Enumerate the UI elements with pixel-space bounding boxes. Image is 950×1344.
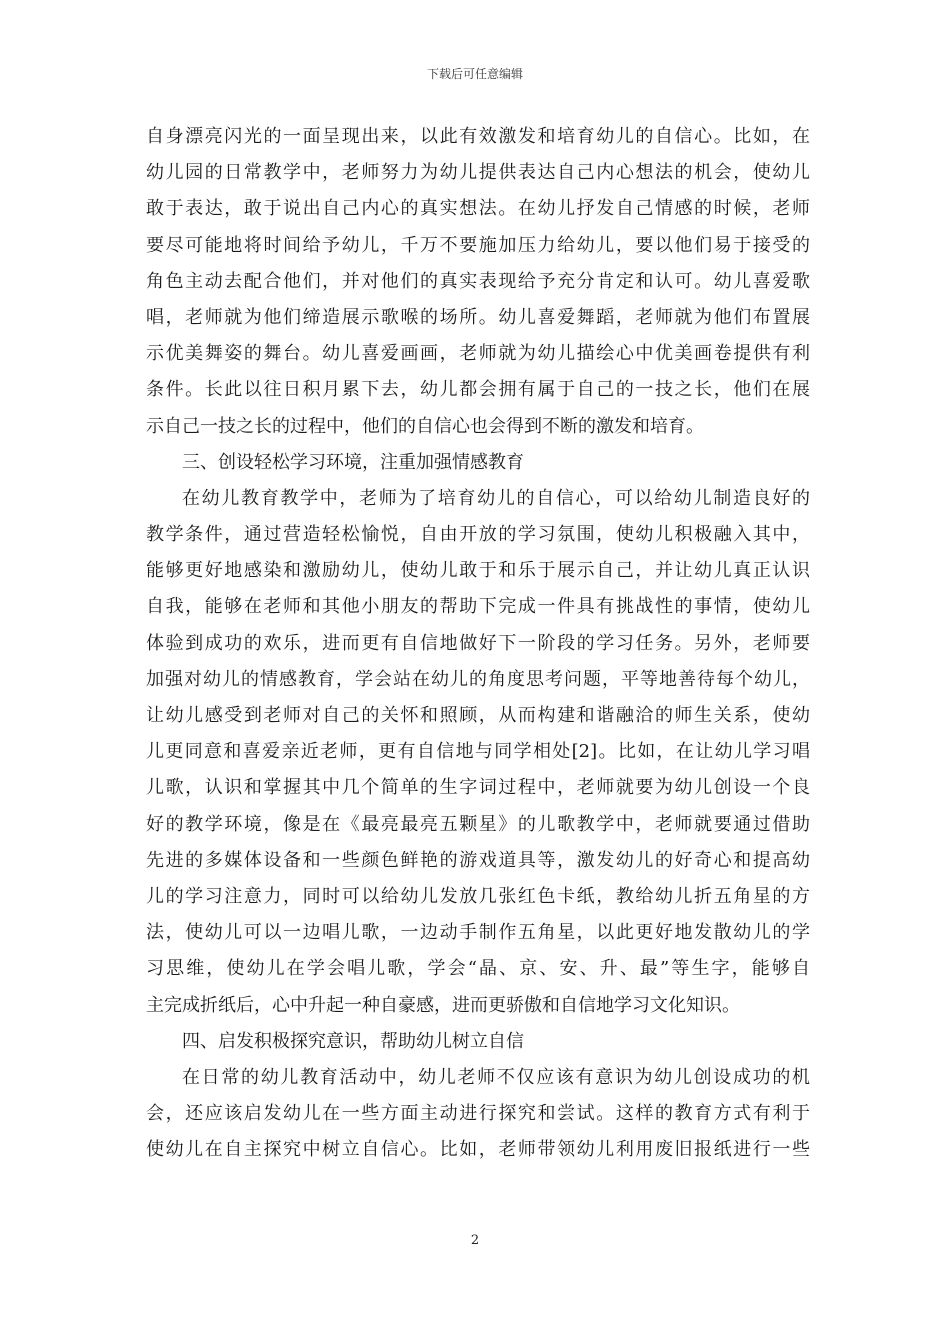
body-text-line: 儿歌，认识和掌握其中几个简单的生字词过程中，老师就要为幼儿创设一个良 [146, 777, 810, 799]
document-body [146, 119, 810, 1168]
body-text-line: 角色主动去配合他们，并对他们的真实表现给予充分肯定和认可。幼儿喜爱歌 [146, 270, 810, 292]
body-text-line: 自我，能够在老师和其他小朋友的帮助下完成一件具有挑战性的事情，使幼儿 [146, 596, 810, 618]
body-text-line: 条件。长此以往日积月累下去，幼儿都会拥有属于自己的一技之长，他们在展 [146, 379, 810, 401]
body-text-line: 儿更同意和喜爱亲近老师，更有自信地与同学相处[2]。比如，在让幼儿学习唱 [146, 741, 810, 763]
body-text-line: 法，使幼儿可以一边唱儿歌，一边动手制作五角星，以此更好地发散幼儿的学 [146, 922, 810, 944]
body-text-line: 示自己一技之长的过程中，他们的自信心也会得到不断的激发和培育。 [146, 415, 704, 437]
page-number: 2 [470, 1233, 480, 1248]
body-text-line: 示优美舞姿的舞台。幼儿喜爱画画，老师就为幼儿描绘心中优美画卷提供有利 [146, 343, 810, 365]
body-text-line: 会，还应该启发幼儿在一些方面主动进行探究和尝试。这样的教育方式有利于 [146, 1103, 810, 1125]
section-heading: 三、创设轻松学习环境，注重加强情感教育 [182, 451, 524, 473]
body-text-line: 教学条件，通过营造轻松愉悦，自由开放的学习氛围，使幼儿积极融入其中， [146, 524, 810, 546]
body-text-line: 自身漂亮闪光的一面呈现出来，以此有效激发和培育幼儿的自信心。比如，在 [146, 126, 810, 147]
body-text-line: 习思维，使幼儿在学会唱儿歌，学会“晶、京、安、升、最”等生字，能够自 [146, 958, 810, 980]
body-text-line: 儿的学习注意力，同时可以给幼儿发放几张红色卡纸，教给幼儿折五角星的方 [146, 885, 810, 907]
body-text-line: 敢于表达，敢于说出自己内心的真实想法。在幼儿抒发自己情感的时候，老师 [146, 198, 810, 220]
page-header: 下载后可任意编辑 [426, 67, 523, 81]
body-text-line: 使幼儿在自主探究中树立自信心。比如，老师带领幼儿利用废旧报纸进行一些 [146, 1139, 810, 1161]
body-text-line: 要尽可能地将时间给予幼儿，千万不要施加压力给幼儿，要以他们易于接受的 [146, 234, 810, 256]
body-text-line: 让幼儿感受到老师对自己的关怀和照顾，从而构建和谐融洽的师生关系，使幼 [146, 705, 810, 726]
body-text-line: 在幼儿教育教学中，老师为了培育幼儿的自信心，可以给幼儿制造良好的 [182, 487, 810, 509]
section-heading: 四、启发积极探究意识，帮助幼儿树立自信 [182, 1030, 524, 1052]
body-text-line: 先进的多媒体设备和一些颜色鲜艳的游戏道具等，激发幼儿的好奇心和提高幼 [146, 849, 810, 871]
body-text-line: 加强对幼儿的情感教育，学会站在幼儿的角度思考问题，平等地善待每个幼儿， [146, 668, 810, 690]
body-text-line: 主完成折纸后，心中升起一种自豪感，进而更骄傲和自信地学习文化知识。 [146, 994, 740, 1016]
body-text-line: 唱，老师就为他们缔造展示歌喉的场所。幼儿喜爱舞蹈，老师就为他们布置展 [146, 306, 810, 328]
body-text-line: 体验到成功的欢乐，进而更有自信地做好下一阶段的学习任务。另外，老师要 [146, 632, 810, 654]
body-text-line: 在日常的幼儿教育活动中，幼儿老师不仅应该有意识为幼儿创设成功的机 [182, 1066, 810, 1088]
body-text-line: 好的教学环境，像是在《最亮最亮五颗星》的儿歌教学中，老师就要通过借助 [146, 813, 810, 835]
body-text-line: 能够更好地感染和激励幼儿，使幼儿敢于和乐于展示自己，并让幼儿真正认识 [146, 560, 810, 582]
body-text-line: 幼儿园的日常教学中，老师努力为幼儿提供表达自己内心想法的机会，使幼儿 [146, 162, 810, 184]
